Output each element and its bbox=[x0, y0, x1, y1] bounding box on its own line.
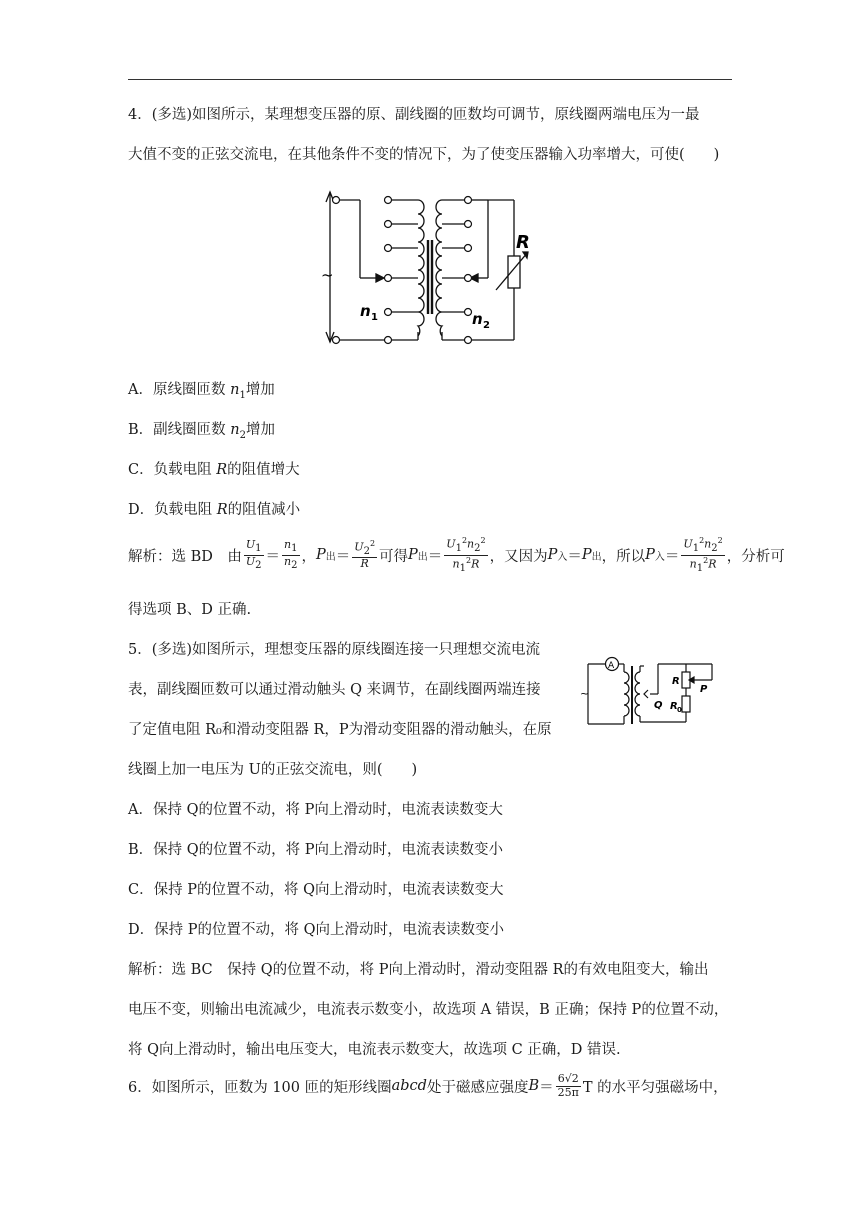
pin-fraction: $\frac{U_1^2n_2^2}{n_1^2R}$ bbox=[683, 536, 723, 574]
ratio-u-fraction: $\frac{U_1}{U_2}$ bbox=[245, 537, 262, 571]
q5-option-c: C．保持 P的位置不动，将 Q向上滑动时，电流表读数变大 bbox=[128, 882, 504, 898]
header-rule bbox=[128, 79, 732, 80]
q5-text-line1: 5．(多选)如图所示，理想变压器的原线圈连接一只理想交流电流 bbox=[128, 642, 541, 658]
r-label: R bbox=[672, 676, 680, 687]
p-label: P bbox=[700, 684, 708, 695]
q4-option-b: B．副线圈匝数 $n_2$增加 bbox=[128, 422, 275, 441]
q4-analysis-line2: 得选项 B、D 正确. bbox=[128, 602, 252, 618]
resistor-label: R bbox=[516, 232, 530, 253]
r0-sub: 0 bbox=[677, 706, 682, 714]
q5-text-line2: 表，副线圈匝数可以通过滑动触头 Q 来调节，在副线圈两端连接 bbox=[128, 682, 541, 698]
q4-option-c: C．负载电阻 R的阻值增大 bbox=[128, 462, 300, 478]
pout-fraction: $\frac{U_2^2}{R}$ bbox=[354, 539, 376, 571]
q4-transformer-figure bbox=[318, 186, 530, 348]
q4-option-d: D．负载电阻 R的阻值减小 bbox=[128, 502, 301, 518]
n2-sub: 2 bbox=[483, 320, 490, 331]
r0-label: R bbox=[670, 701, 678, 712]
q5-text-line4: 线圈上加一电压为 U的正弦交流电，则( ) bbox=[128, 762, 418, 778]
q5-analysis-line2: 电压不变，则输出电流减少，电流表示数变小，故选项 A 错误，B 正确；保持 P的位置不动， bbox=[128, 1002, 729, 1018]
q5-circuit-figure bbox=[578, 652, 728, 732]
q5-text-line3: 了定值电阻 R₀和滑动变阻器 R，P为滑动变阻器的滑动触头，在原 bbox=[128, 722, 552, 738]
q4-option-a: A．原线圈匝数 $n_1$增加 bbox=[128, 382, 275, 401]
q6-text-line1: 6．如图所示，匝数为 100 匝的矩形线圈 abcd 处于磁感应强度 B ＝ $\frac{6√2}{25\pi}$ T 的水平匀强磁场中， bbox=[128, 1071, 728, 1099]
n2-label: n bbox=[472, 310, 483, 328]
pout-expanded-fraction: $\frac{U_1^2n_2^2}{n_1^2R}$ bbox=[446, 536, 486, 574]
q4-analysis-line1: 解析：选 BD 由 $\frac{U_1}{U_2}$ ＝ $\frac{n_1}{n_2}$ ， P 出 ＝ $\frac{U_2^2}{R}$ 可得 P 出 ＝ $\frac{U_1^2n_2^2}{n_1^2R}$ ，又因为 P 入 ＝ P 出 ，所以 P 入 ＝ $\frac{U_1^2n_2^2}{n_1^2R}$ ，分析可 bbox=[128, 536, 785, 574]
ac-symbol: ~ bbox=[580, 687, 590, 700]
n1-sub: 1 bbox=[371, 312, 378, 323]
ratio-n-fraction: $\frac{n_1}{n_2}$ bbox=[284, 537, 298, 571]
b-value-fraction: $\frac{6√2}{25\pi}$ bbox=[557, 1071, 579, 1099]
q-label: Q bbox=[654, 700, 663, 711]
q4-text-line2: 大值不变的正弦交流电，在其他条件不变的情况下，为了使变压器输入功率增大，可使( ) bbox=[128, 147, 720, 163]
ammeter-label: A bbox=[608, 661, 615, 671]
q5-analysis-line1: 解析：选 BC 保持 Q的位置不动，将 P向上滑动时，滑动变阻器 R的有效电阻变大，输出 bbox=[128, 962, 709, 978]
q5-option-a: A．保持 Q的位置不动，将 P向上滑动时，电流表读数变大 bbox=[128, 802, 503, 818]
n1-label: n bbox=[360, 302, 371, 320]
q5-option-d: D．保持 P的位置不动，将 Q向上滑动时，电流表读数变小 bbox=[128, 922, 504, 938]
q5-option-b: B．保持 Q的位置不动，将 P向上滑动时，电流表读数变小 bbox=[128, 842, 504, 858]
q4-text-line1: 4．(多选)如图所示，某理想变压器的原、副线圈的匝数均可调节，原线圈两端电压为一最 bbox=[128, 107, 700, 123]
ac-source-symbol: ~ bbox=[321, 266, 334, 284]
q5-analysis-line3: 将 Q向上滑动时，输出电压变大，电流表示数变大，故选项 C 正确，D 错误. bbox=[128, 1042, 621, 1058]
